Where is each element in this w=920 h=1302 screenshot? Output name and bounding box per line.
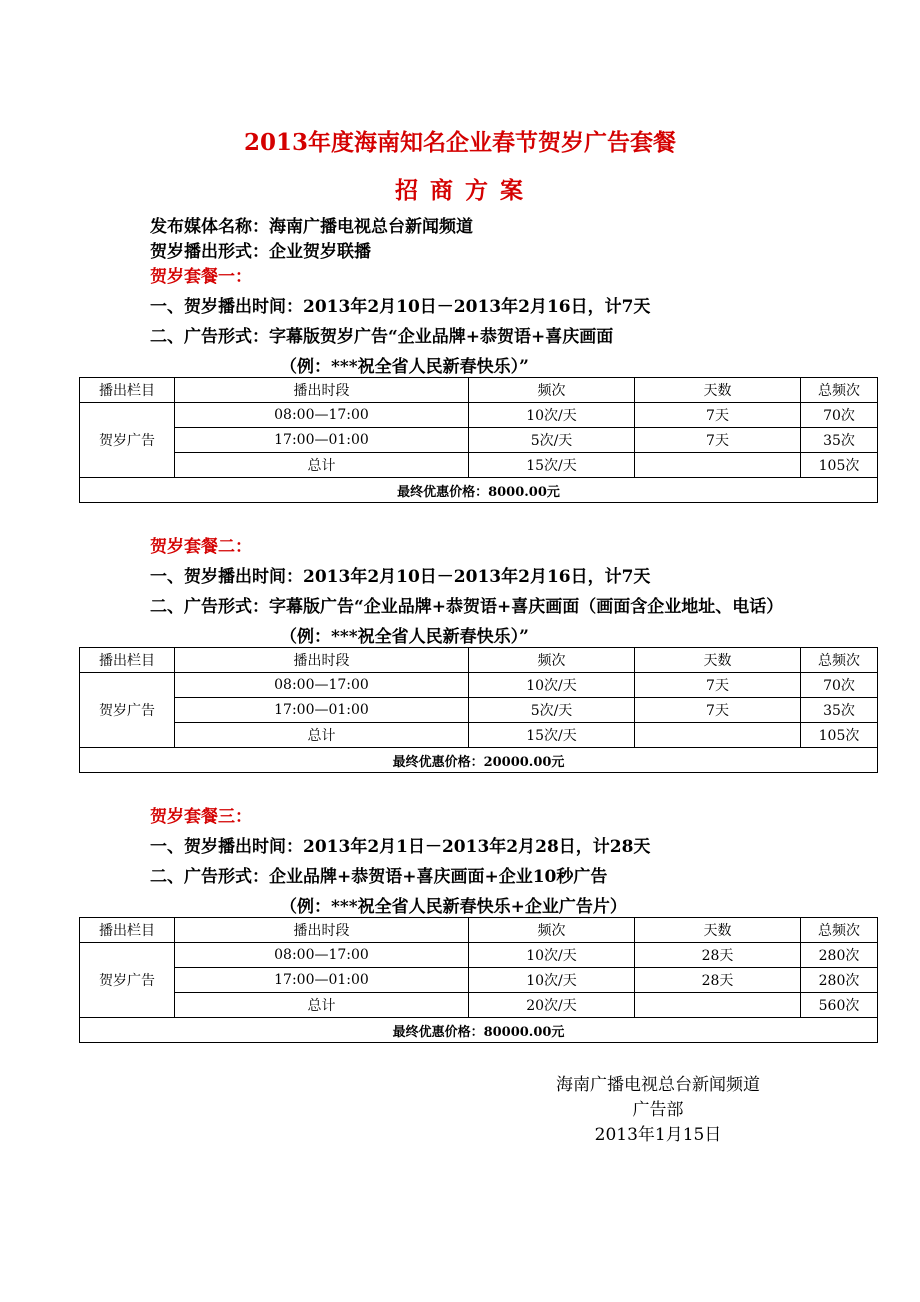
frequency-cell: 5次/天 [469, 698, 635, 723]
frequency-cell: 20次/天 [469, 993, 635, 1018]
broadcast-form-line: 贺岁播出形式：企业贺岁联播 [150, 242, 371, 262]
document-title: 2013年度海南知名企业春节贺岁广告套餐 [243, 129, 676, 156]
slot-cell: 17:00—01:00 [175, 698, 469, 723]
price-row [80, 478, 878, 503]
frequency-cell: 10次/天 [469, 968, 635, 993]
package-2-table [79, 647, 878, 773]
header-days: 天数 [635, 648, 801, 673]
package-2-heading: 贺岁套餐二： [150, 537, 252, 557]
package-3-table [79, 917, 878, 1043]
package-3-example: （例：***祝全省人民新春快乐+企业广告片） [280, 897, 627, 917]
table-row [80, 428, 878, 453]
header-days: 天数 [635, 918, 801, 943]
total-cell: 105次 [801, 453, 878, 478]
table-row [80, 698, 878, 723]
header-slot: 播出时段 [175, 918, 469, 943]
table-row-total [80, 723, 878, 748]
days-cell: 28天 [635, 968, 801, 993]
document-subtitle: 招 商 方 案 [394, 177, 526, 204]
days-cell: 7天 [635, 428, 801, 453]
footer-organization: 海南广播电视总台新闻频道 [556, 1075, 760, 1095]
table-row [80, 673, 878, 698]
days-cell: 28天 [635, 943, 801, 968]
frequency-cell: 10次/天 [469, 673, 635, 698]
header-program: 播出栏目 [80, 648, 175, 673]
days-cell: 7天 [635, 403, 801, 428]
table-row-total [80, 993, 878, 1018]
table-header-row [80, 648, 878, 673]
header-total: 总频次 [801, 378, 878, 403]
table-row [80, 943, 878, 968]
header-slot: 播出时段 [175, 648, 469, 673]
program-cell: 贺岁广告 [80, 943, 175, 1018]
footer-department: 广告部 [632, 1100, 684, 1120]
package-2-form: 二、广告形式：字幕版广告“企业品牌+恭贺语+喜庆画面（画面含企业地址、电话） [150, 597, 784, 617]
slot-cell: 08:00—17:00 [175, 403, 469, 428]
days-cell [635, 723, 801, 748]
table-row [80, 968, 878, 993]
header-program: 播出栏目 [80, 918, 175, 943]
total-cell: 105次 [801, 723, 878, 748]
frequency-cell: 10次/天 [469, 943, 635, 968]
header-slot: 播出时段 [175, 378, 469, 403]
slot-cell: 总计 [175, 453, 469, 478]
footer-date: 2013年1月15日 [594, 1125, 722, 1145]
price-row [80, 1018, 878, 1043]
package-1-heading: 贺岁套餐一： [150, 267, 252, 287]
frequency-cell: 10次/天 [469, 403, 635, 428]
header-total: 总频次 [801, 918, 878, 943]
header-frequency: 频次 [469, 378, 635, 403]
price-row [80, 748, 878, 773]
header-frequency: 频次 [469, 648, 635, 673]
final-price: 最终优惠价格：8000.00元 [80, 478, 878, 503]
frequency-cell: 15次/天 [469, 453, 635, 478]
program-cell: 贺岁广告 [80, 673, 175, 748]
frequency-cell: 5次/天 [469, 428, 635, 453]
package-3-time: 一、贺岁播出时间：2013年2月1日－2013年2月28日，计28天 [150, 837, 651, 857]
media-name-line: 发布媒体名称：海南广播电视总台新闻频道 [150, 217, 473, 237]
table-row [80, 403, 878, 428]
package-1-table [79, 377, 878, 503]
header-total: 总频次 [801, 648, 878, 673]
final-price: 最终优惠价格：20000.00元 [80, 748, 878, 773]
package-3-form: 二、广告形式：企业品牌+恭贺语+喜庆画面+企业10秒广告 [150, 867, 608, 887]
slot-cell: 08:00—17:00 [175, 673, 469, 698]
package-3-heading: 贺岁套餐三： [150, 807, 252, 827]
total-cell: 280次 [801, 968, 878, 993]
header-days: 天数 [635, 378, 801, 403]
package-2-example: （例：***祝全省人民新春快乐）” [280, 627, 529, 647]
frequency-cell: 15次/天 [469, 723, 635, 748]
package-1-form: 二、广告形式：字幕版贺岁广告“企业品牌+恭贺语+喜庆画面 [150, 327, 614, 347]
package-2-time: 一、贺岁播出时间：2013年2月10日－2013年2月16日，计7天 [150, 567, 651, 587]
total-cell: 35次 [801, 698, 878, 723]
total-cell: 70次 [801, 403, 878, 428]
table-row-total [80, 453, 878, 478]
table-header-row [80, 378, 878, 403]
total-cell: 70次 [801, 673, 878, 698]
header-program: 播出栏目 [80, 378, 175, 403]
slot-cell: 17:00—01:00 [175, 428, 469, 453]
days-cell [635, 993, 801, 1018]
package-1-time: 一、贺岁播出时间：2013年2月10日－2013年2月16日，计7天 [150, 297, 651, 317]
slot-cell: 17:00—01:00 [175, 968, 469, 993]
total-cell: 560次 [801, 993, 878, 1018]
header-frequency: 频次 [469, 918, 635, 943]
total-cell: 280次 [801, 943, 878, 968]
slot-cell: 总计 [175, 993, 469, 1018]
days-cell: 7天 [635, 673, 801, 698]
days-cell [635, 453, 801, 478]
days-cell: 7天 [635, 698, 801, 723]
final-price: 最终优惠价格：80000.00元 [80, 1018, 878, 1043]
table-header-row [80, 918, 878, 943]
slot-cell: 08:00—17:00 [175, 943, 469, 968]
package-1-example: （例：***祝全省人民新春快乐）” [280, 357, 529, 377]
slot-cell: 总计 [175, 723, 469, 748]
total-cell: 35次 [801, 428, 878, 453]
program-cell: 贺岁广告 [80, 403, 175, 478]
